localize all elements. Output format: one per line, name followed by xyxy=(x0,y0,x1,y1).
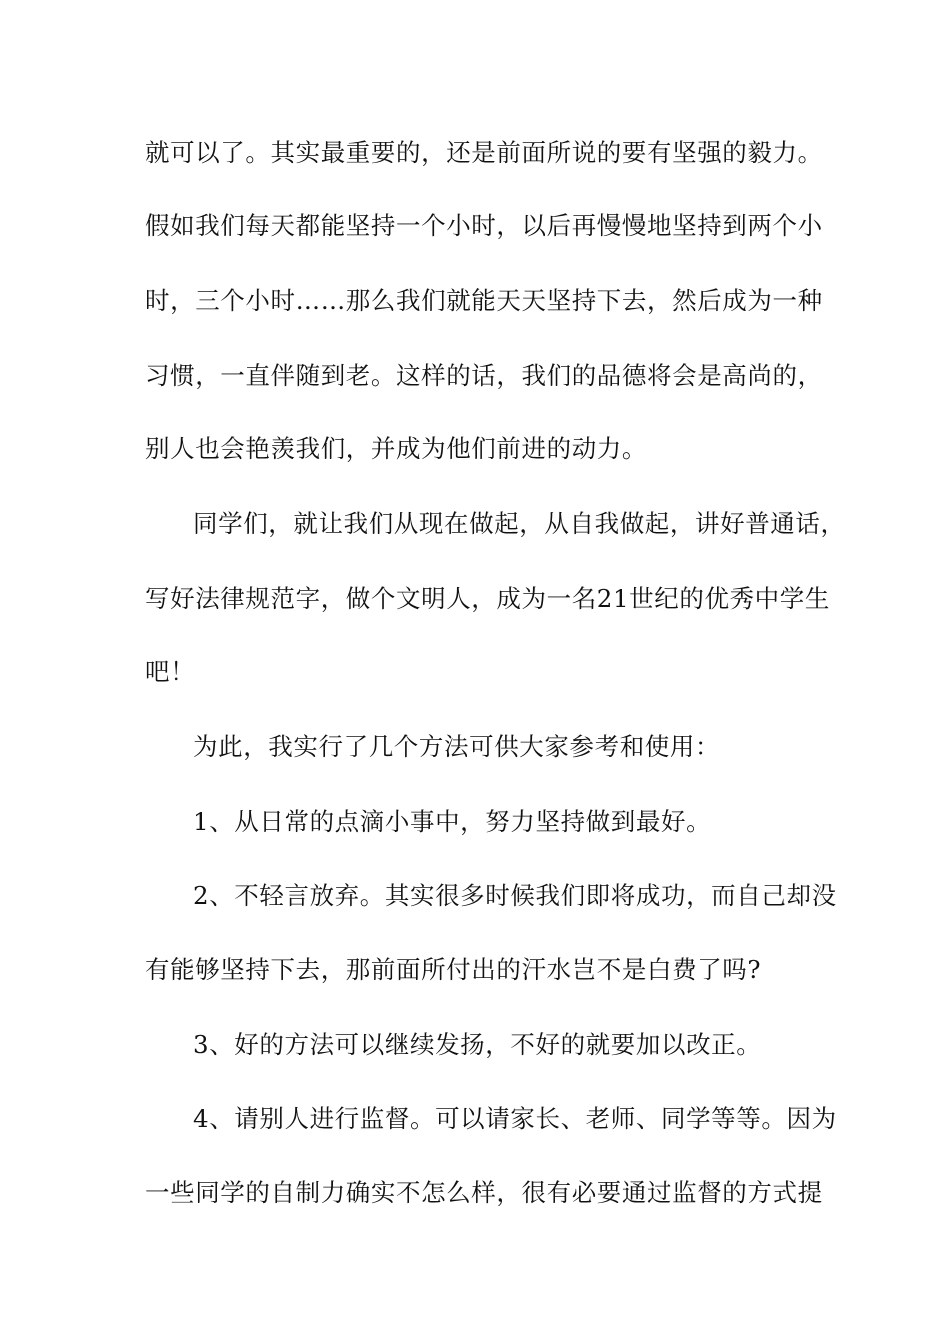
text-line-11: 2、不轻言放弃。其实很多时候我们即将成功，而自己却没 xyxy=(193,881,837,910)
text-line-13: 3、好的方法可以继续发扬，不好的就要加以改正。 xyxy=(193,1030,762,1059)
text-line-2: 假如我们每天都能坚持一个小时，以后再慢慢地坚持到两个小 xyxy=(145,211,823,240)
text-line-5: 别人也会艳羡我们，并成为他们前进的动力。 xyxy=(145,434,647,463)
text-line-12: 有能够坚持下去，那前面所付出的汗水岂不是白费了吗? xyxy=(145,955,762,984)
text-line-15: 一些同学的自制力确实不怎么样，很有必要通过监督的方式提 xyxy=(145,1178,823,1207)
text-line-1: 就可以了。其实最重要的，还是前面所说的要有坚强的毅力。 xyxy=(145,138,823,167)
text-line-4: 习惯，一直伴随到老。这样的话，我们的品德将会是高尚的， xyxy=(145,361,823,390)
text-line-7: 写好法律规范字，做个文明人，成为一名21世纪的优秀中学生 xyxy=(145,584,830,613)
text-line-9: 为此，我实行了几个方法可供大家参考和使用： xyxy=(193,732,721,761)
text-line-14: 4、请别人进行监督。可以请家长、老师、同学等等。因为 xyxy=(193,1104,837,1133)
text-line-6: 同学们，就让我们从现在做起，从自我做起，讲好普通话， xyxy=(193,509,846,538)
text-line-10: 1、从日常的点滴小事中，努力坚持做到最好。 xyxy=(193,807,712,836)
text-line-3: 时，三个小时……那么我们就能天天坚持下去，然后成为一种 xyxy=(145,286,823,315)
text-line-8: 吧！ xyxy=(145,657,196,686)
